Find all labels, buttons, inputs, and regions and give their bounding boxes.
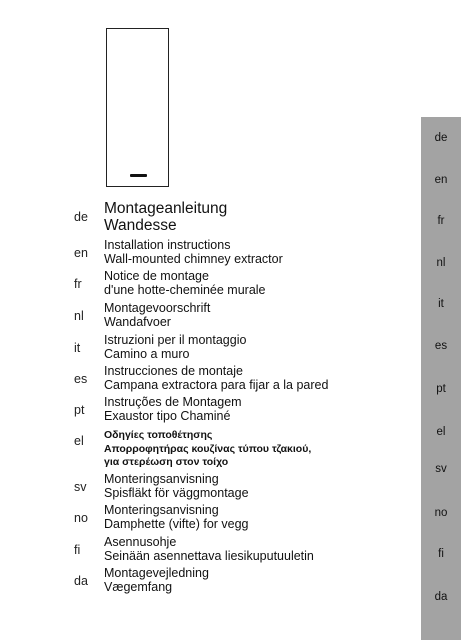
lang-text (104, 396, 404, 423)
lang-text (104, 429, 404, 470)
tab-en[interactable]: en (434, 174, 448, 186)
lang-code: es (74, 372, 88, 386)
lang-subtitle: Campana extractora para fijar a la pared (104, 377, 329, 392)
tab-da[interactable]: da (434, 591, 448, 603)
tab-el[interactable]: el (436, 426, 446, 438)
lang-text (104, 200, 404, 234)
tab-it[interactable]: it (438, 298, 444, 310)
lang-text (104, 567, 404, 594)
lang-text (104, 239, 404, 266)
lang-text (104, 334, 404, 361)
lang-subtitle: Wall-mounted chimney extractor (104, 251, 283, 266)
lang-code: el (74, 434, 84, 448)
lang-subtitle: Απορροφητήρας κουζίνας τύπου τζακιού, (104, 442, 312, 455)
lang-subtitle: Seinään asennettava liesikuputuuletin (104, 548, 314, 563)
hood-icon (106, 28, 169, 187)
lang-title: Montagevoorschrift (104, 301, 211, 315)
lang-title: Monteringsanvisning (104, 472, 219, 486)
lang-title: Οδηγίες τοποθέτησης (104, 429, 213, 441)
lang-text (104, 473, 404, 500)
lang-subtitle: Wandafvoer (104, 314, 171, 329)
lang-title: Monteringsanvisning (104, 503, 219, 517)
tab-sv[interactable]: sv (435, 463, 447, 475)
lang-code: da (74, 574, 88, 588)
lang-code: fi (74, 543, 81, 557)
lang-subtitle: Exaustor tipo Chaminé (104, 408, 231, 423)
tab-fr[interactable]: fr (437, 215, 445, 227)
lang-text (104, 270, 404, 297)
lang-text (104, 504, 404, 531)
lang-subtitle: d'une hotte-cheminée murale (104, 282, 266, 297)
hood-handle (130, 174, 147, 177)
lang-code: sv (74, 480, 87, 494)
lang-text (104, 302, 404, 329)
lang-code: no (74, 511, 88, 525)
lang-text (104, 536, 404, 563)
tab-de[interactable]: de (434, 132, 448, 144)
tab-nl[interactable]: nl (436, 257, 446, 269)
lang-title: Montageanleitung (104, 200, 228, 217)
lang-title: Instruções de Montagem (104, 395, 242, 409)
tab-no[interactable]: no (434, 507, 448, 519)
lang-code: nl (74, 309, 84, 323)
lang-title: Instrucciones de montaje (104, 364, 243, 378)
lang-code: de (74, 210, 88, 224)
lang-subtitle: Damphette (vifte) for vegg (104, 516, 249, 531)
tab-fi[interactable]: fi (438, 548, 444, 560)
lang-subtitle: Camino a muro (104, 346, 190, 361)
lang-subtitle: Spisfläkt för väggmontage (104, 485, 249, 500)
lang-title: Asennusohje (104, 535, 177, 549)
lang-title: Installation instructions (104, 238, 231, 252)
lang-subtitle-2: για στερέωση στον τοίχο (104, 456, 229, 468)
lang-title: Istruzioni per il montaggio (104, 333, 247, 347)
lang-text (104, 365, 404, 392)
lang-title: Notice de montage (104, 269, 209, 283)
tab-pt[interactable]: pt (436, 383, 446, 395)
lang-code: pt (74, 403, 85, 417)
language-tab-sidebar (421, 117, 461, 640)
lang-code: en (74, 246, 88, 260)
tab-es[interactable]: es (434, 340, 448, 352)
lang-title: Montagevejledning (104, 566, 209, 580)
lang-code: it (74, 341, 81, 355)
lang-subtitle: Vægemfang (104, 579, 173, 594)
lang-code: fr (74, 277, 82, 291)
lang-subtitle: Wandesse (104, 217, 177, 234)
